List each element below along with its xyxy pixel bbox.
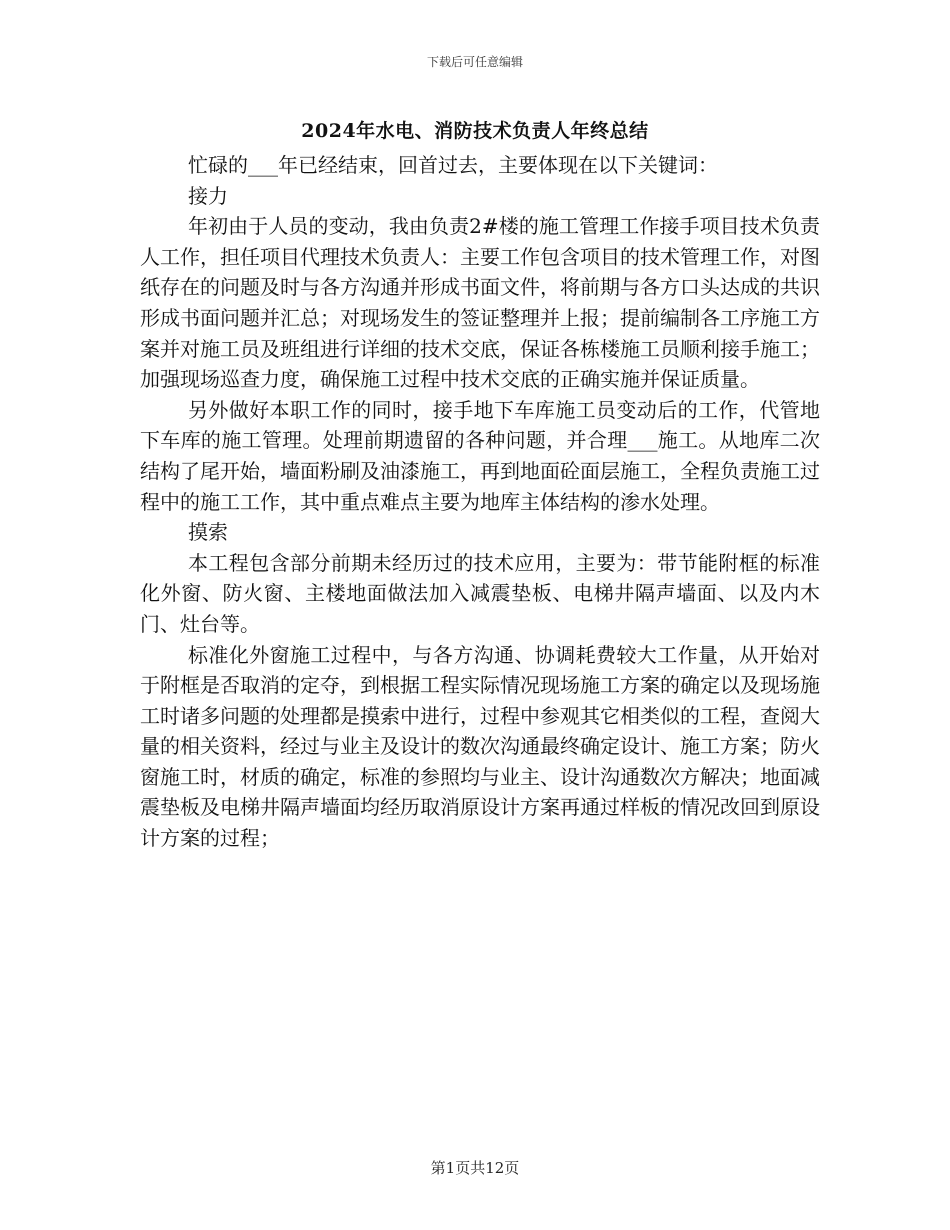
paragraph-explore-2: 标准化外窗施工过程中，与各方沟通、协调耗费较大工作量，从开始对于附框是否取消的定夺，到根据工程实际情况现场施工方案的确定以及现场施工时诸多问题的处理都是摸索中进行，过程中参观其它相类似的工程，查阅大量的相关资料，经过与业主及设计的数次沟通最终确定设计、施工方案；防火窗施工时，材质的确定，标准的参照均与业主、设计沟通数次方解决；地面减震垫板及电梯井隔声墙面均经历取消原设计方案再通过样板的情况改回到原设计方案的过程； [140,642,820,851]
paragraph-explore-1: 本工程包含部分前期未经历过的技术应用，主要为：带节能附框的标准化外窗、防火窗、主楼地面做法加入减震垫板、电梯井隔声墙面、以及内木门、灶台等。 [140,550,820,636]
paragraph-relay-2: 另外做好本职工作的同时，接手地下车库施工员变动后的工作，代管地下车库的施工管理。处理前期遗留的各种问题，并合理___施工。从地库二次结构了尾开始，墙面粉刷及油漆施工，再到地面砼面层施工，全程负责施工过程中的施工工作，其中重点难点主要为地库主体结构的渗水处理。 [140,397,820,514]
document-body [140,150,820,854]
page-number: 第1页共12页 [430,1159,520,1177]
paragraph-intro: 忙碌的___年已经结束，回首过去，主要体现在以下关键词： [188,153,718,177]
section-heading-relay: 接力 [188,183,228,208]
paragraph-relay-1: 年初由于人员的变动，我由负责2#楼的施工管理工作接手项目技术负责人工作，担任项目代理技术负责人：主要工作包含项目的技术管理工作，对图纸存在的问题及时与各方沟通并形成书面文件，将前期与各方口头达成的共识形成书面问题并汇总；对现场发生的签证整理并上报；提前编制各工序施工方案并对施工员及班组进行详细的技术交底，保证各栋楼施工员顺利接手施工；加强现场巡查力度，确保施工过程中技术交底的正确实施并保证质量。 [140,214,820,392]
document-title: 2024年水电、消防技术负责人年终总结 [301,120,649,142]
page-header-note: 下载后可任意编辑 [426,55,523,69]
section-heading-explore: 摸索 [188,520,228,545]
